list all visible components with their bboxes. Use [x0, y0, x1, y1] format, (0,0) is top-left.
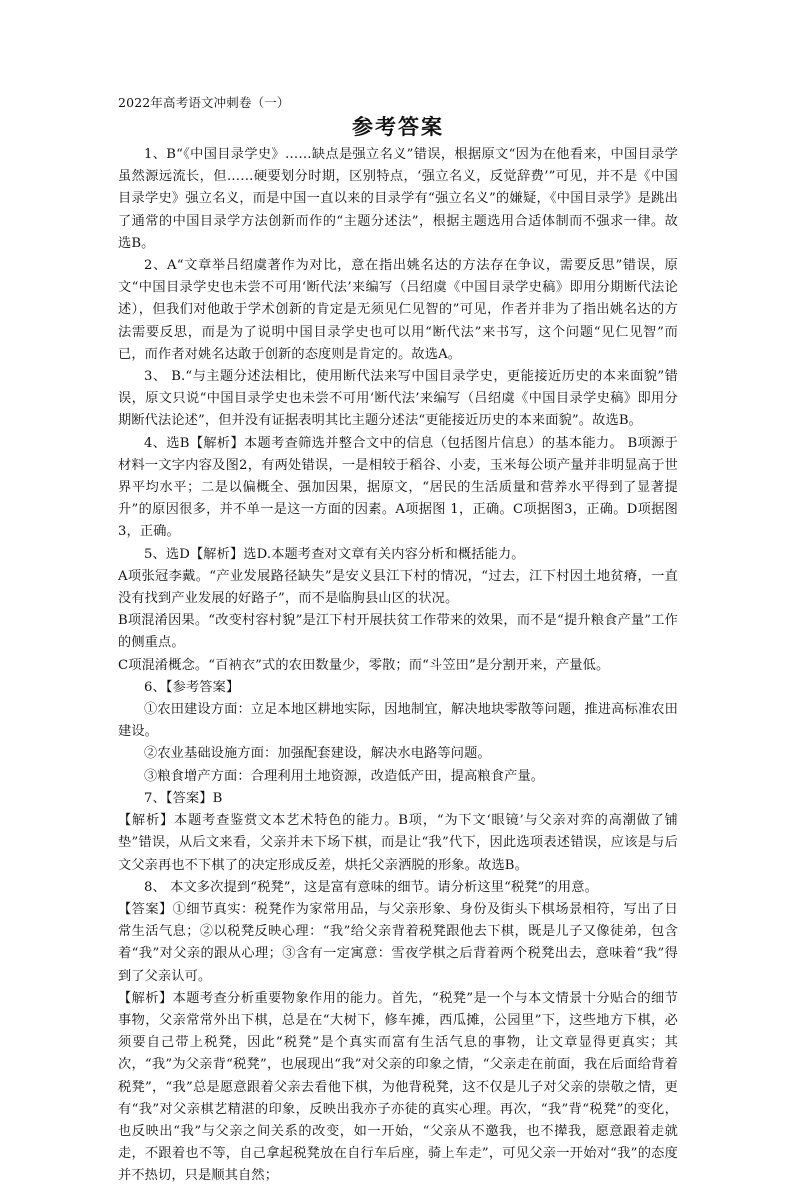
answer-paragraph: 1、B“《中国目录学史》……缺点是强立名义”错误，根据原文“因为在他看来，中国目录学虽然源远流长，但……硬要划分时期，区别特点，‘强立名义，反觉辞费’”可见，并不是《中国目录学史》强立名义，而是中国一直以来的目录学有“强立名义”的嫌疑，《中国目录学》是跳出了通常的中国目录学方法创新而作的“主题分述法”，根据主题选用合适体制而不强求一律。故选B。 [118, 147, 678, 251]
answer-paragraph: C项混淆概念。“百衲衣”式的农田数量少，零散；而“斗笠田”是分割开来，产量低。 [118, 657, 610, 673]
answer-body [118, 144, 678, 1188]
document-content [118, 94, 678, 1188]
answer-paragraph: 【解析】本题考查鉴赏文本艺术特色的能力。B项，“为下文‘眼镜’与父亲对弈的高潮做了铺垫”错误，从后文来看，父亲并未下场下棋，而是让“我”代下，因此选项表述错误，应该是与后文父亲再也不下棋了的决定形成反差，烘托父亲洒脱的形象。故选B。 [118, 813, 678, 873]
answer-paragraph: 3、 B.“与主题分述法相比，使用断代法来写中国目录学史，更能接近历史的本来面貌”错误，原文只说“中国目录学史也未尝不可用‘断代法’来编写（吕绍虞《中国目录学史稿》即用分期断代法论述”，但并没有证据表明其比主题分述法“更能接近历史的本来面貌”。故选B。 [118, 369, 678, 429]
answer-paragraph: ③粮食增产方面：合理利用土地资源，改造低产田，提高粮食产量。 [144, 768, 545, 784]
answer-paragraph: 6、【参考答案】 [144, 679, 240, 695]
answer-paragraph: B项混淆因果。“改变村容村貌”是江下村开展扶贫工作带来的效果，而不是“提升粮食产量”工作的侧重点。 [118, 613, 678, 651]
answer-paragraph: 8、 本文多次提到“税凳”，这是富有意味的细节。请分析这里“税凳”的用意。 [144, 879, 598, 895]
answer-paragraph: 7、【答案】B [144, 790, 223, 806]
page-title: 参考答案 [352, 114, 444, 139]
answer-paragraph: ②农业基础设施方面：加强配套建设，解决水电路等问题。 [144, 746, 491, 762]
answer-paragraph: 2、A“文章举吕绍虞著作为对比，意在指出姚名达的方法存在争议，需要反思”错误，原文“中国目录学史也未尝不可用‘断代法’来编写（吕绍虞《中国目录学史稿》即用分期断代法论述），但我们对他敢于学术创新的肯定是无须见仁见智的”可见，作者并非为了指出姚名达的方法需要反思，而是为了说明中国目录学史也可以用“断代法”来书写，这个问题“见仁见智”而已，而作者对姚名达敢于创新的态度则是肯定的。故选A。 [118, 258, 678, 362]
exam-header: 2022年高考语文冲刺卷（一） [118, 95, 290, 110]
answer-paragraph: ①农田建设方面：立足本地区耕地实际，因地制宜，解决地块零散等问题，推进高标准农田建设。 [118, 702, 678, 740]
answer-paragraph: 5、选D【解析】选D.本题考查对文章有关内容分析和概括能力。 [144, 546, 525, 562]
answer-paragraph: 【解析】本题考查分析重要物象作用的能力。首先，“税凳”是一个与本文情景十分贴合的细节事物，父亲常常外出下棋，总是在“大树下，修车摊，西瓜摊，公园里”下，这些地方下棋，必须要自己带上税凳，因此“税凳”是个真实而富有生活气息的事物，让文章显得更真实；其次，“我”为父亲背“税凳”，也展现出“我”对父亲的印象之情，“父亲走在前面，我在后面给背着税凳”，“我”总是愿意跟着父亲去看他下棋，为他背税凳，这不仅是儿子对父亲的崇敬之情，更有“我”对父亲棋艺精湛的印象，反映出我亦子亦徒的真实心理。再次，“我”背“税凳”的变化，也反映出“我”与父亲之间关系的改变，如一开始，“父亲从不邀我，也不撵我，愿意跟着走就走，不跟着也不等，自己拿起税凳放在自行车后座，骑上车走”，可见父亲一开始对“我”的态度并不热切，只是顺其自然； [118, 990, 678, 1184]
answer-paragraph: 4、选B【解析】本题考查筛选并整合文中的信息（包括图片信息）的基本能力。 B项源于材料一文字内容及图2，有两处错误，一是相较于稻谷、小麦，玉米每公顷产量并非明显高于世界平均水平；二是以偏概全、强加因果，据原文，“居民的生活质量和营养水平得到了显著提升”的原因很多，并不单一是这一方面的因素。A项据图 1，正确。C项据图3，正确。D项据图 3，正确。 [118, 435, 678, 540]
answer-paragraph: A项张冠李戴。“产业发展路径缺失”是安义县江下村的情况，“过去，江下村因土地贫瘠，一直没有找到产业发展的好路子”，而不是临朐县山区的状况。 [118, 568, 678, 607]
answer-paragraph: 【答案】①细节真实：税凳作为家常用品，与父亲形象、身份及街头下棋场景相符，写出了日常生活气息；②以税凳反映心理：“我”给父亲背着税凳跟他去下棋，既是儿子又像徒弟，包含着“我”对父亲的跟从心理；③含有一定寓意：雪夜学棋之后背着两个税凳出去，意味着“我”得到了父亲认可。 [118, 901, 678, 984]
